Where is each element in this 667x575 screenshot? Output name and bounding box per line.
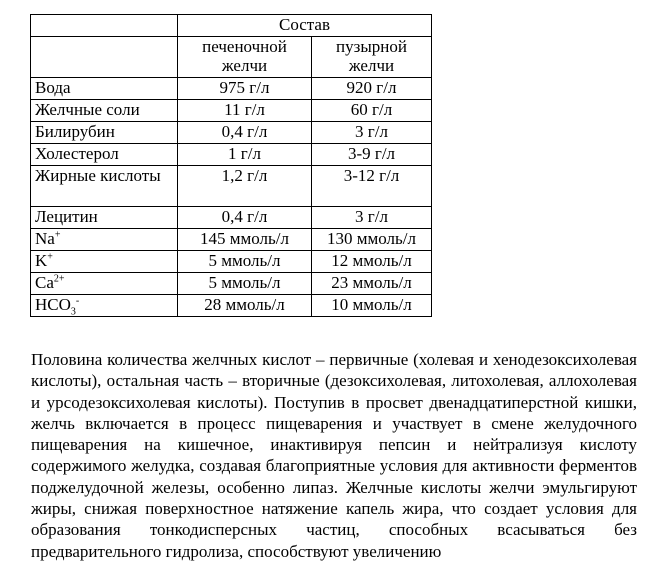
table-row bbox=[31, 78, 432, 100]
row-name bbox=[31, 251, 178, 273]
ion-charge: - bbox=[75, 295, 80, 307]
ion-charge: 2+ bbox=[53, 273, 65, 285]
row-name: Холестерол bbox=[31, 144, 178, 166]
row-name bbox=[31, 295, 178, 317]
row-name bbox=[31, 229, 178, 251]
table-header-row bbox=[31, 15, 432, 37]
liver-value: 145 ммоль/л bbox=[178, 229, 312, 251]
liver-value: 1 г/л bbox=[178, 144, 312, 166]
header-title: Состав bbox=[178, 15, 432, 37]
row-name: Билирубин bbox=[31, 122, 178, 144]
table-row bbox=[31, 207, 432, 229]
ion-charge: + bbox=[54, 229, 61, 241]
col-liver-bile: печеночной желчи bbox=[178, 37, 312, 78]
liver-value: 11 г/л bbox=[178, 100, 312, 122]
ion-base: HCO bbox=[35, 295, 71, 314]
bladder-value: 3-9 г/л bbox=[312, 144, 432, 166]
ion-base: K bbox=[35, 251, 48, 270]
table-subheader-row bbox=[31, 37, 432, 78]
bladder-value: 60 г/л bbox=[312, 100, 432, 122]
table-row bbox=[31, 273, 432, 295]
ion-base: Na bbox=[35, 229, 55, 248]
row-name: Лецитин bbox=[31, 207, 178, 229]
table-row bbox=[31, 251, 432, 273]
bladder-value: 3-12 г/л bbox=[312, 166, 432, 207]
bladder-value: 12 ммоль/л bbox=[312, 251, 432, 273]
table-row bbox=[31, 166, 432, 207]
body-paragraph: Половина количества желчных кислот – первичные (холевая и хенодезоксихолевая кислоты), остальная часть – вторичные (дезоксихолевая, литохолевая, аллохолевая и урсодезоксихолевая кислоты). Поступив в просвет двенадцатиперстной кишки, желчь включается в процесс пищеварения и участвует в смене желудочного пищеварения на кишечное, инактивируя пепсин и нейтрализуя кислоту содержимого желудка, создавая благоприятные условия для активности ферментов поджелудочной железы, особенно липаз. Желчные кислоты желчи эмульгируют жиры, снижая поверхностное натяжение капель жира, что создает условия для образования тонкодисперсных частиц, способных всасываться без предварительного гидролиза, способствуют увеличению bbox=[31, 350, 637, 561]
subheader-empty-cell bbox=[31, 37, 178, 78]
bile-composition-table bbox=[30, 14, 432, 317]
bladder-value: 920 г/л bbox=[312, 78, 432, 100]
table-row bbox=[31, 100, 432, 122]
bladder-value: 23 ммоль/л bbox=[312, 273, 432, 295]
table-row bbox=[31, 295, 432, 317]
bladder-value: 130 ммоль/л bbox=[312, 229, 432, 251]
liver-value: 5 ммоль/л bbox=[178, 251, 312, 273]
liver-value: 1,2 г/л bbox=[178, 166, 312, 207]
liver-value: 28 ммоль/л bbox=[178, 295, 312, 317]
row-name bbox=[31, 273, 178, 295]
bladder-value: 10 ммоль/л bbox=[312, 295, 432, 317]
liver-value: 0,4 г/л bbox=[178, 122, 312, 144]
row-name: Вода bbox=[31, 78, 178, 100]
liver-value: 0,4 г/л bbox=[178, 207, 312, 229]
table-row bbox=[31, 229, 432, 251]
table-row bbox=[31, 144, 432, 166]
bladder-value: 3 г/л bbox=[312, 207, 432, 229]
bladder-value: 3 г/л bbox=[312, 122, 432, 144]
header-empty-cell bbox=[31, 15, 178, 37]
liver-value: 975 г/л bbox=[178, 78, 312, 100]
ion-charge: + bbox=[47, 251, 53, 263]
ion-base: Ca bbox=[35, 273, 54, 292]
row-name: Жирные кислоты bbox=[31, 166, 178, 207]
table-row bbox=[31, 122, 432, 144]
row-name: Желчные соли bbox=[31, 100, 178, 122]
col-bladder-bile: пузырной желчи bbox=[312, 37, 432, 78]
ion-subscript: 3 bbox=[70, 306, 76, 318]
liver-value: 5 ммоль/л bbox=[178, 273, 312, 295]
